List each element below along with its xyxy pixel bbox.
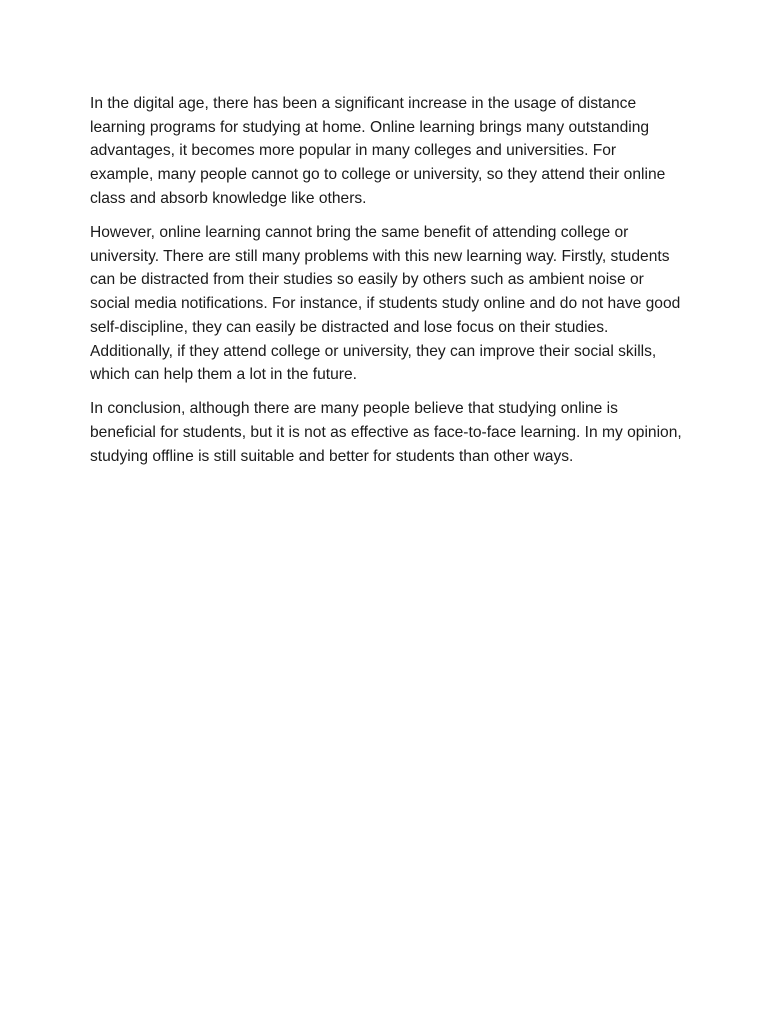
essay-body: [90, 92, 682, 479]
paragraph-body: However, online learning cannot bring the same benefit of attending college or university. There are still many problems with this new learning way. Firstly, students can be distracted from their studies so easily by others such as ambient noise or social media notifications. For instance, if students study online and do not have good self-discipline, they can easily be distracted and lose focus on their studies. Additionally, if they attend college or university, they can improve their social skills, which can help them a lot in the future.: [90, 224, 681, 384]
paragraph-introduction: In the digital age, there has been a significant increase in the usage of distance learning programs for studying at home. Online learning brings many outstanding advantages, it becomes more popular in many colleges and universities. For example, many people cannot go to college or university, so they attend their online class and absorb knowledge like others.: [90, 95, 666, 207]
paragraph-conclusion: In conclusion, although there are many people believe that studying online is beneficial for students, but it is not as effective as face-to-face learning. In my opinion, studying offline is still suitable and better for students than other ways.: [90, 400, 682, 465]
